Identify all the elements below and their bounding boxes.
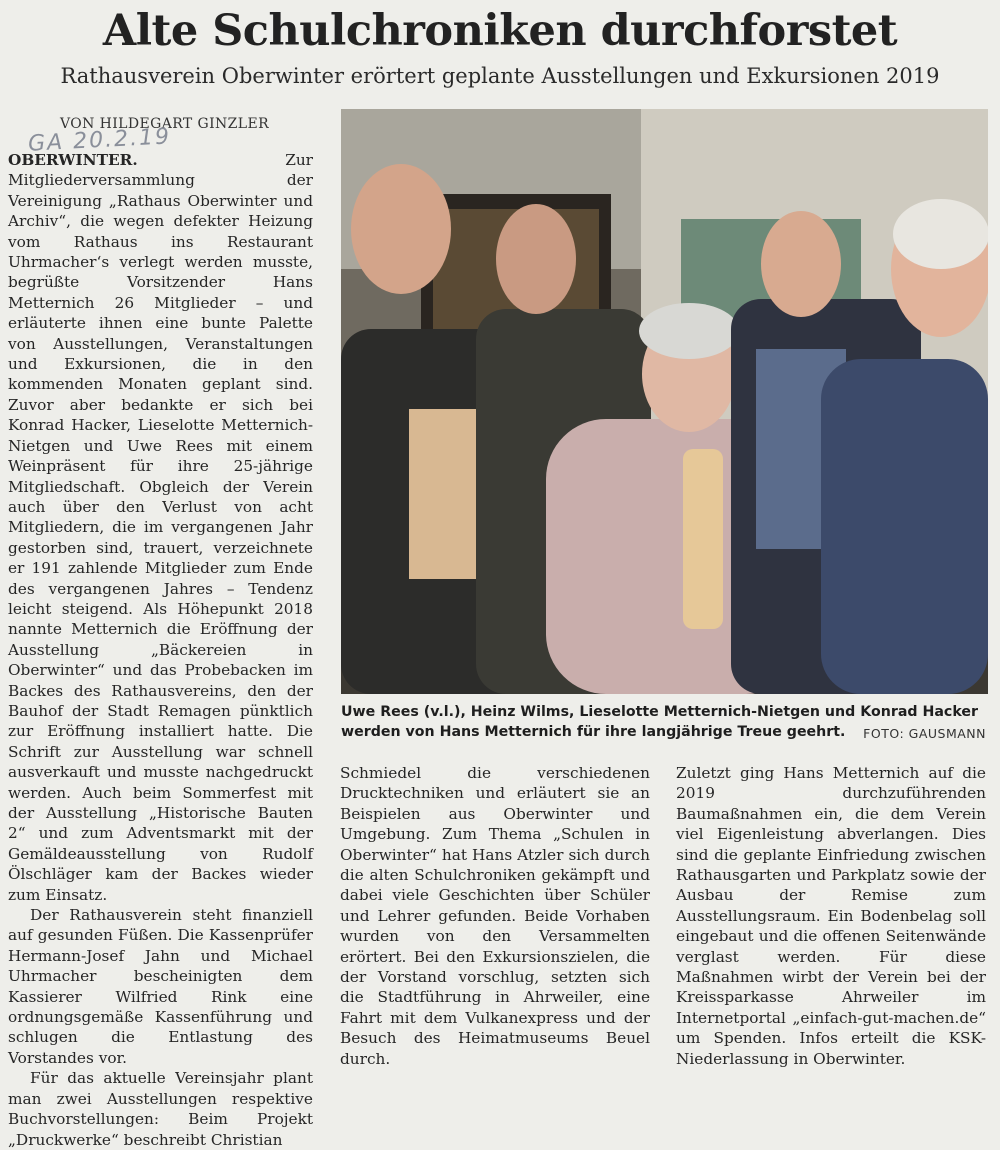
paragraph: Zuletzt ging Hans Metternich auf die 2019 durchzuführenden Baumaßnahmen ein, die dem Verein viel Eigenleistung abverlangen. Dies sind die geplante Einfriedung zwischen Rathausgarten und Parkplatz sowie der Ausbau der Remise zum Ausstellungsraum. Ein Bodenbelag soll eingebaut und die offenen Seitenwände verglast werden. Für diese Maßnahmen wirbt der Verein bei der Kreissparkasse Ahrweiler im Internetportal „einfach-gut-machen.de“ um Spenden. Infos erteilt die KSK-Niederlassung in Oberwinter. [676, 764, 986, 1068]
headline: Alte Schulchroniken durchforstet [102, 6, 898, 56]
subheadline: Rathausverein Oberwinter erörtert geplante Ausstellungen und Exkursionen 2019 [60, 64, 940, 88]
handwritten-date-note: GA 20.2.19 [27, 124, 172, 157]
paragraph: Der Rathausverein steht finanziell auf gesunden Füßen. Die Kassenprüfer Hermann-Josef Jahn und Michael Uhrmacher bescheinigten dem Kassierer Wilfried Rink eine ordnungsgemäße Kassenführung und schlugen die Entlastung des Vorstandes vor. [8, 906, 313, 1067]
article-column-1 [8, 150, 313, 1150]
paragraph: Schmiedel die verschiedenen Drucktechniken und erläutert sie an Beispielen aus Oberwinter und Umgebung. Zum Thema „Schulen in Oberwinter“ hat Hans Atzler sich durch die alten Schulchroniken gekämpft und dabei viele Geschichten über Schüler und Lehrer gefunden. Beide Vorhaben wurden von den Versammelten erörtert. Bei den Exkursionszielen, die der Vorstand vorschlug, setzten sich die Stadtführung in Ahrweiler, eine Fahrt mit dem Vulkanexpress und der Besuch des Heimatmuseums Beuel durch. [340, 764, 650, 1068]
paragraph-text: Zur Mitgliederversammlung der Vereinigung „Rathaus Oberwinter und Archiv“, die wegen defekter Heizung vom Rathaus ins Restaurant Uhrmacher‘s verlegt werden musste, begrüßte Vorsitzender Hans Metternich 26 Mitglieder – und erläuterte ihnen eine bunte Palette von Ausstellungen, Veranstaltungen und Exkursionen, die in den kommenden Monaten geplant sind. Zuvor aber bedankte er sich bei Konrad Hacker, Lieselotte Metternich-Nietgen und Uwe Rees mit einem Weinpräsent für ihre 25-jährige Mitgliedschaft. Obgleich der Verein auch über den Verlust von acht Mitgliedern, die im vergangenen Jahr gestorben sind, trauert, verzeichnete er 191 zahlende Mitglieder zum Ende des vergangenen Jahres – Tendenz leicht steigend. Als Höhepunkt 2018 nannte Metternich die Eröffnung der Ausstellung „Bäckereien in Oberwinter“ und das Probebacken im Backes des Rathausvereins, den der Bauhof der Stadt Remagen pünktlich zur Eröffnung installiert hatte. Die Schrift zur Ausstellung war schnell ausverkauft und musste nachgedruckt werden. Auch beim Sommerfest mit der Ausstellung „Historische Bauten 2“ und zum Adventsmarkt mit der Gemäldeausstellung von Rudolf Ölschläger kam der Backes wieder zum Einsatz. [8, 151, 313, 904]
article-column-3 [676, 763, 986, 1069]
dateline: OBERWINTER. [8, 151, 138, 169]
paragraph [8, 150, 313, 905]
photo-caption: Uwe Rees (v.l.), Heinz Wilms, Lieselotte Metternich-Nietgen und Konrad Hacker werden von Hans Metternich für ihre langjährige Treue geehrt. [341, 704, 979, 740]
paragraph: Für das aktuelle Vereinsjahr plant man zwei Ausstellungen respektive Buchvorstellungen: Beim Projekt „Druckwerke“ beschreibt Christian [8, 1069, 313, 1149]
byline: VON HILDEGART GINZLER [60, 116, 270, 132]
group-photo [341, 109, 988, 694]
article-column-2 [340, 763, 650, 1069]
photo-illustration [341, 109, 988, 694]
photo-credit: FOTO: GAUSMANN [863, 726, 986, 741]
